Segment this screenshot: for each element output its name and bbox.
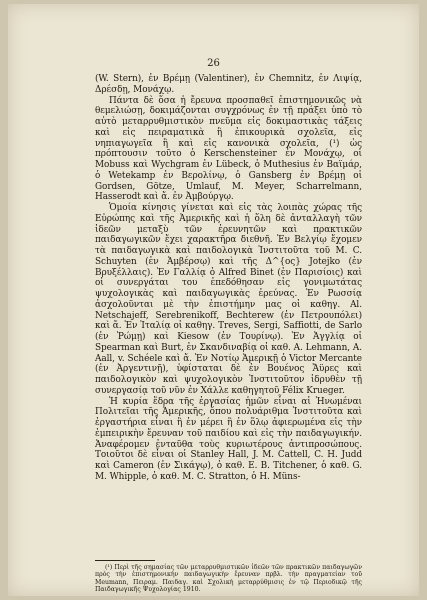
paragraph: Ὁμοία κίνησις γίνεται καὶ εἰς τὰς λοιπὰς χώρας τῆς Εὐρώπης καὶ τῆς Ἀμερικῆς καὶ ἡ ὅλη δὲ ἀνταλλαγὴ τῶν ἰδεῶν μεταξὺ τῶν ἐρευνητῶν καὶ πρακτικῶν παιδαγωγικῶν ἔχει χαρακτῆρα διεθνῆ. Ἐν Βελγίῳ ἔχομεν τὰ παιδαγωγικὰ καὶ παιδολογικὰ Ἰνστιτοῦτα τοῦ M. C. Schuyten (ἐν Ἀμβέρσῳ) καὶ τῆς Δ^{ος} Jotejko (ἐν Βρυξέλλαις). Ἐν Γαλλίᾳ ὁ Alfred Binet (ἐν Παρισίοις) καὶ οἱ συνεργάται του ἐπεδόθησαν εἰς γονιμωτάτας ψυχολογικὰς καὶ παιδαγωγικὰς ἐρεύνας. Ἐν Ρωσσίᾳ ἀσχολοῦνται μὲ τὴν ἐπιστήμην μας οἱ καθηγ. Al. Netschajeff, Serebrenikoff, Bechterew (ἐν Πετρουπόλει) καὶ ἄ. Ἐν Ἰταλίᾳ οἱ καθηγ. Treves, Sergi, Saffiotti, de Sarlo (ἐν Ῥώμῃ) καὶ Kiesow (ἐν Τουρίνῳ). Ἐν Ἀγγλίᾳ οἱ Spearman καὶ Burt, ἐν Σκανδιναβίᾳ οἱ καθ. A. Lehmann, A. Aall, v. Schéele καὶ ἄ. Ἐν Νοτίῳ Ἀμερικῇ ὁ Victor Mercante (ἐν Ἀργεντινῇ), ὑφίσταται δὲ ἐν Βουένος Ἄϋρες καὶ παιδολογικὸν καὶ ψυχολογικὸν Ἰνστιτοῦτον ἱδρυθὲν τῇ συνεργασίᾳ τοῦ νῦν ἐν Χάλλε καθηγητοῦ Félix Krueger. [95,203,362,396]
footnote-text: (¹) Περὶ τῆς σημασίας τῶν μεταρρυθμιστικῶν ἰδεῶν τῶν πρακτικῶν παιδαγωγῶν πρὸς τὴν ἐπιστημονικὴν παιδαγωγικὴν ἔρευναν πρβλ. τὴν πραγματείαν τοῦ Meumann, Πειραμ. Παιδαγ. καὶ Σχολικὴ μεταρρύθμισις ἐν τῷ Περιοδικῷ τῆς Παιδαγωγικῆς Ψυχολογίας 1910. [95,564,362,594]
paragraph: Ἡ κυρία ἕδρα τῆς ἐργασίας ἡμῶν εἶναι αἱ Ἡνωμέναι Πολιτεῖαι τῆς Ἀμερικῆς, ὅπου πολυάριθμα Ἰνστιτοῦτα καὶ ἐργαστήρια εἶναι ἢ ἐν μέρει ἢ ἐν ὅλῳ ἀφιερωμένα εἰς τὴν ἐμπειρικὴν ἔρευναν τοῦ παιδίου καὶ εἰς τὴν παιδαγωγικήν. Ἀναφέρομεν ἐνταῦθα τοὺς κυριωτέρους ἀντιπροσώπους. Τοιοῦτοι δὲ εἶναι οἱ Stanley Hall, J. M. Cattell, C. H. Judd καὶ Cameron (ἐν Σικάγῳ), ὁ καθ. E. B. Titchener, ὁ καθ. G. M. Whipple, ὁ καθ. M. C. Stratton, ὁ H. Müns- [95,396,362,482]
paragraph: Πάντα δὲ ὅσα ἡ ἔρευνα προσπαθεῖ ἐπιστημονικῶς νὰ θεμελιώσῃ, δοκιμάζονται συγχρόνως ἐν τῇ πράξει ὑπὸ τὸ αὐτὸ μεταρρυθμιστικὸν πνεῦμα εἰς δοκιμαστικὰς τάξεις καὶ εἰς πειραματικὰ ἢ ἐπικουρικὰ σχολεῖα, εἰς νηπιαγωγεῖα ἢ καὶ εἰς κανονικὰ σχολεῖα, (¹) ὡς πρόπτουσιν τοῦτο ὁ Kerschensteiner ἐν Μονάχῳ, οἱ Mobuss καὶ Wychgram ἐν Lübeck, ὁ Muthesius ἐν Βαϊμάρ, ὁ Wetekamp ἐν Βερολίνῳ, ὁ Gansberg ἐν Βρέμῃ οἱ Gordsen, Götze, Umlauf, M. Meyer, Scharrelmann, Hasserodt καὶ ἄ. ἐν Ἀμβούργῳ. [95,95,362,203]
book-page [8,4,419,596]
body-text [95,74,362,483]
footnote-divider [95,560,155,561]
paragraph: (W. Stern), ἐν Βρέμῃ (Valentiner), ἐν Chemnitz, ἐν Λιψίᾳ, Δρέσδῃ, Μονάχῳ. [95,74,362,95]
footnote [95,564,362,594]
page-number: 26 [207,58,220,69]
